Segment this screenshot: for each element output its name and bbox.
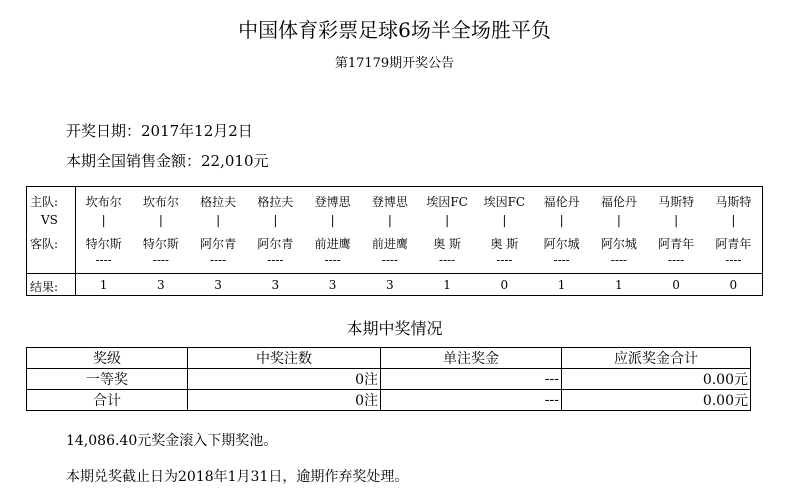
rollover-note: 14,086.40元奖金滚入下期奖池。 [66,433,278,449]
vs-separator: | [158,213,163,227]
vs-separator: | [559,213,564,227]
dash-line: ---- [267,253,284,267]
away-label: 客队: [30,237,59,251]
result-divider [27,273,762,274]
home-team: 福伦丹 [600,195,637,209]
vs-separator: | [216,213,221,227]
prize-section-title: 本期中奖情况 [346,319,443,338]
away-team: 阿青年 [658,237,695,251]
match-result: 0 [672,278,680,292]
match-columns [75,187,762,295]
away-team: 阿青年 [715,237,752,251]
header-level: 奖级 [27,348,188,369]
home-team: 格拉夫 [257,195,294,209]
vs-separator: | [502,213,507,227]
home-team: 格拉夫 [200,195,237,209]
home-team: 马斯特 [658,195,695,209]
header-winners: 中奖注数 [188,348,381,369]
sales-amount: 本期全国销售金额：22,010元 [66,152,269,170]
match-result: 1 [557,278,566,292]
match-column [705,187,762,295]
dash-line: ---- [553,253,570,267]
match-column [361,187,418,295]
match-column [648,187,705,295]
single-prize: --- [381,390,562,411]
result-label: 结果: [30,280,59,294]
prize-level: 一等奖 [27,369,188,390]
match-result: 0 [500,278,509,292]
match-result: 3 [328,278,337,292]
vs-label: VS [41,213,58,227]
match-result: 3 [157,278,165,292]
prize-level: 合计 [27,390,188,411]
away-team: 特尔斯 [85,237,122,251]
table-row [27,369,751,390]
match-result: 3 [386,278,394,292]
header-total-prize: 应派奖金合计 [562,348,751,369]
home-team: 登博思 [371,195,408,209]
dash-line: ---- [95,253,112,267]
dash-line: ---- [439,253,456,267]
match-column [476,187,533,295]
away-team: 阿尔城 [543,237,580,251]
match-result: 1 [99,278,108,292]
away-team: 前进鹰 [314,237,351,251]
away-team: 奥 斯 [490,237,519,251]
match-row-labels [27,187,76,295]
vs-separator: | [330,213,335,227]
vs-separator: | [731,213,736,227]
match-column [132,187,189,295]
total-prize: 0.00元 [562,369,751,390]
match-result: 1 [615,278,623,292]
dash-line: ---- [725,253,742,267]
match-column [419,187,476,295]
vs-separator: | [387,213,392,227]
away-team: 阿尔城 [600,237,637,251]
home-team: 埃因FC [426,195,468,209]
match-column [75,187,132,295]
header-single-prize: 单注奖金 [381,348,562,369]
vs-separator: | [445,213,450,227]
home-label: 主队: [30,195,59,209]
match-result: 3 [271,278,280,292]
page-title: 中国体育彩票足球6场半全场胜平负 [238,18,551,42]
single-prize: --- [381,369,562,390]
dash-line: ---- [496,253,513,267]
away-team: 奥 斯 [433,237,462,251]
match-table [26,186,763,296]
dash-line: ---- [152,253,169,267]
away-team: 特尔斯 [142,237,179,251]
match-column [247,187,304,295]
home-team: 福伦丹 [543,195,580,209]
away-team: 阿尔青 [200,237,237,251]
match-result: 3 [214,278,222,292]
winner-count: 0注 [188,369,381,390]
dash-line: ---- [381,253,398,267]
match-column [190,187,247,295]
draw-date: 开奖日期：2017年12月2日 [66,122,253,140]
vs-separator: | [674,213,679,227]
match-column [304,187,361,295]
dash-line: ---- [610,253,627,267]
draw-number: 第17179期开奖公告 [334,56,455,71]
home-team: 马斯特 [715,195,752,209]
dash-line: ---- [210,253,227,267]
table-row [27,390,751,411]
home-team: 埃因FC [483,195,526,209]
dash-line: ---- [668,253,685,267]
vs-separator: | [273,213,278,227]
match-column [533,187,590,295]
home-team: 登博思 [314,195,351,209]
winner-count: 0注 [188,390,381,411]
prize-header-row [27,348,751,369]
home-team: 坎布尔 [85,195,122,209]
home-team: 坎布尔 [142,195,179,209]
match-result: 1 [443,278,451,292]
away-team: 阿尔青 [257,237,294,251]
prize-table [26,347,751,411]
vs-separator: | [616,213,621,227]
away-team: 前进鹰 [371,237,408,251]
deadline-note: 本期兑奖截止日为2018年1月31日，逾期作弃奖处理。 [66,469,409,485]
dash-line: ---- [324,253,341,267]
match-result: 0 [729,278,738,292]
match-column [590,187,647,295]
vs-separator: | [101,213,106,227]
total-prize: 0.00元 [562,390,751,411]
